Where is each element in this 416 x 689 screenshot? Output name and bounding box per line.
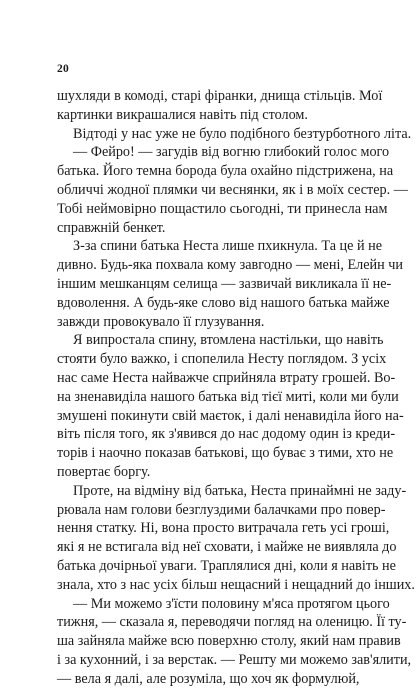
text-line: справжній бенкет.	[57, 219, 166, 236]
text-line: ша зайняла майже всю поверхню столу, який нам правив	[57, 633, 401, 650]
text-line: іншим мешканцям селища — зазвичай викликала її не-	[57, 275, 392, 292]
text-line: шухляди в комоді, старі фіранки, днища стільців. Мої	[57, 88, 383, 104]
text-line: і за кухонний, і за верстак. — Решту ми можемо зав'ялити,	[57, 651, 412, 668]
text-line: повертає боргу.	[57, 463, 151, 480]
page-number: 20	[57, 63, 69, 75]
text-line: нення статку. Ні, вона просто витрачала геть усі гроші,	[57, 520, 390, 537]
text-line: віть після того, як з'явився до нас додому один із креди-	[57, 426, 396, 443]
text-line: змушені покинути свій маєток, і далі ненавиділа його на-	[57, 407, 404, 424]
text-line: дивно. Будь-яка похвала кому завгодно — мені, Елейн чи	[57, 257, 403, 274]
text-line: на зненавиділа нашого батька від тієї миті, коли ми були	[57, 388, 399, 405]
text-line: стояти було важко, і спопелила Несту поглядом. З усіх	[57, 351, 387, 368]
text-line: вдоволення. А будь-яке слово від нашого батька майже	[57, 294, 390, 311]
body-text	[57, 87, 415, 689]
text-line: Відтоді у нас уже не було подібного безтурботного літа.	[73, 125, 412, 142]
text-line: Тобі неймовірно пощастило сьогодні, ти принесла нам	[57, 200, 388, 217]
text-line: які я не встигала від неї сховати, і майже не виявляла до	[57, 539, 397, 556]
text-line: торів і наочно показав батькові, що буває з тими, хто не	[57, 445, 394, 462]
text-line: знала, хто з нас усіх більш нещасний і нещадний до інших.	[57, 576, 415, 593]
text-line: картинки викрашалися навіть під столом.	[57, 106, 308, 123]
text-line: — Фейро! — загудів від вогню глибокий голос мого	[73, 144, 390, 161]
text-line: Я випростала спину, втомлена настільки, що навіть	[73, 332, 384, 349]
text-line: — Ми можемо з'їсти половину м'яса протягом цього	[73, 595, 390, 612]
text-line: тижня, — сказала я, переводячи погляд на оленицю. Її ту-	[57, 614, 407, 631]
text-line: обличчі жодної плямки чи веснянки, як і в моїх сестер. —	[57, 181, 408, 198]
text-line: З-за спини батька Неста лише пхикнула. Та це й не	[73, 238, 383, 255]
text-line: батька дочірньої уваги. Траплялися дні, коли я навіть не	[57, 557, 396, 574]
text-line: рювала нам голови безглуздими балачками про повер-	[57, 501, 386, 518]
text-line: нас саме Неста найважче сприйняла втрату грошей. Во-	[57, 369, 396, 386]
text-line: — вела я далі, але розуміла, що хоч як формулюй,	[57, 670, 360, 687]
text-line: Проте, на відміну від батька, Неста принаймні не заду-	[73, 482, 407, 499]
text-line: батька. Його темна борода була охайно підстрижена, на	[57, 163, 394, 180]
text-line: завжди провокувало її глузування.	[57, 313, 265, 330]
